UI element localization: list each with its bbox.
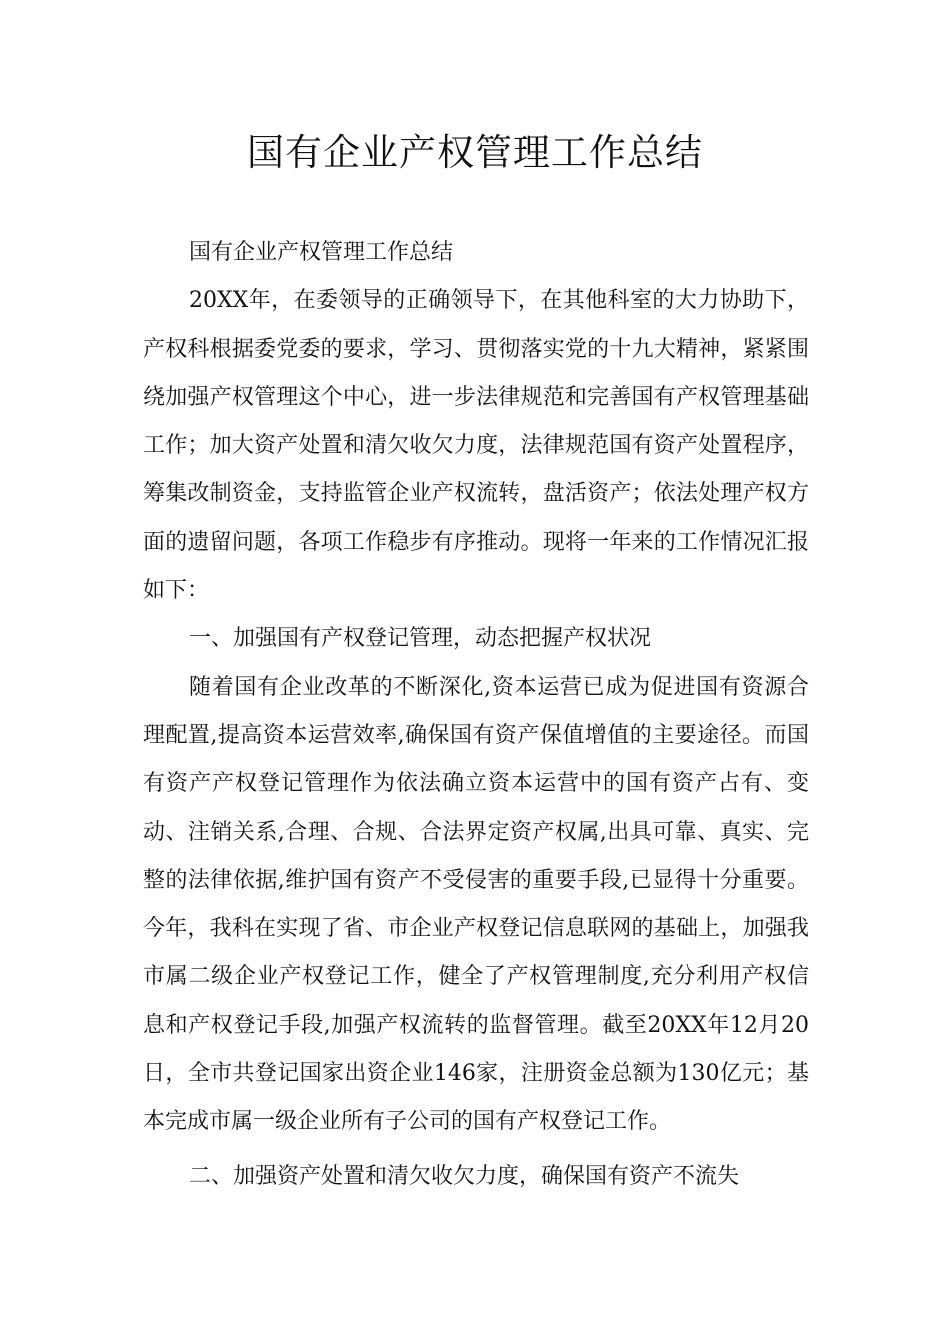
section-heading-2: 二、加强资产处置和清欠收欠力度，确保国有资产不流失 [189, 1163, 740, 1189]
paragraph-subtitle: 国有企业产权管理工作总结 [189, 240, 454, 265]
document-title: 国有企业产权管理工作总结 [247, 131, 703, 174]
paragraph-intro: 20XX年，在委领导的正确领导下，在其他科室的大力协助下，产权科根据委党委的要求，学习、贯彻落实党的十九大精神，紧紧围绕加强产权管理这个中心，进一步法律规范和完善国有产权管理基础工作；加大资产处置和清欠收欠力度，法律规范国有资产处置程序，筹集改制资金，支持监管企业产权流转，盘活资产；依法处理产权方面的遗留问题，各项工作稳步有序推动。现将一年来的工作情况汇报如下： [143, 288, 809, 604]
paragraph-section-1: 随着国有企业改革的不断深化,资本运营已成为促进国有资源合理配置,提高资本运营效率,确保国有资产保值增值的主要途径。而国有资产产权登记管理作为依法确立资本运营中的国有资产占有、变动、注销关系,合理、合规、合法界定资产权属,出具可靠、真实、完整的法律依据,维护国有资产不受侵害的重要手段,已显得十分重要。今年，我科在实现了省、市企业产权登记信息联网的基础上，加强我市属二级企业产权登记工作，健全了产权管理制度,充分利用产权信息和产权登记手段,加强产权流转的监督管理。截至20XX年12月20日，全市共登记国家出资企业146家，注册资金总额为130亿元；基本完成市属一级企业所有子公司的国有产权登记工作。 [143, 674, 809, 1135]
section-heading-1: 一、加强国有产权登记管理，动态把握产权状况 [189, 626, 652, 652]
document-body [143, 229, 809, 1201]
